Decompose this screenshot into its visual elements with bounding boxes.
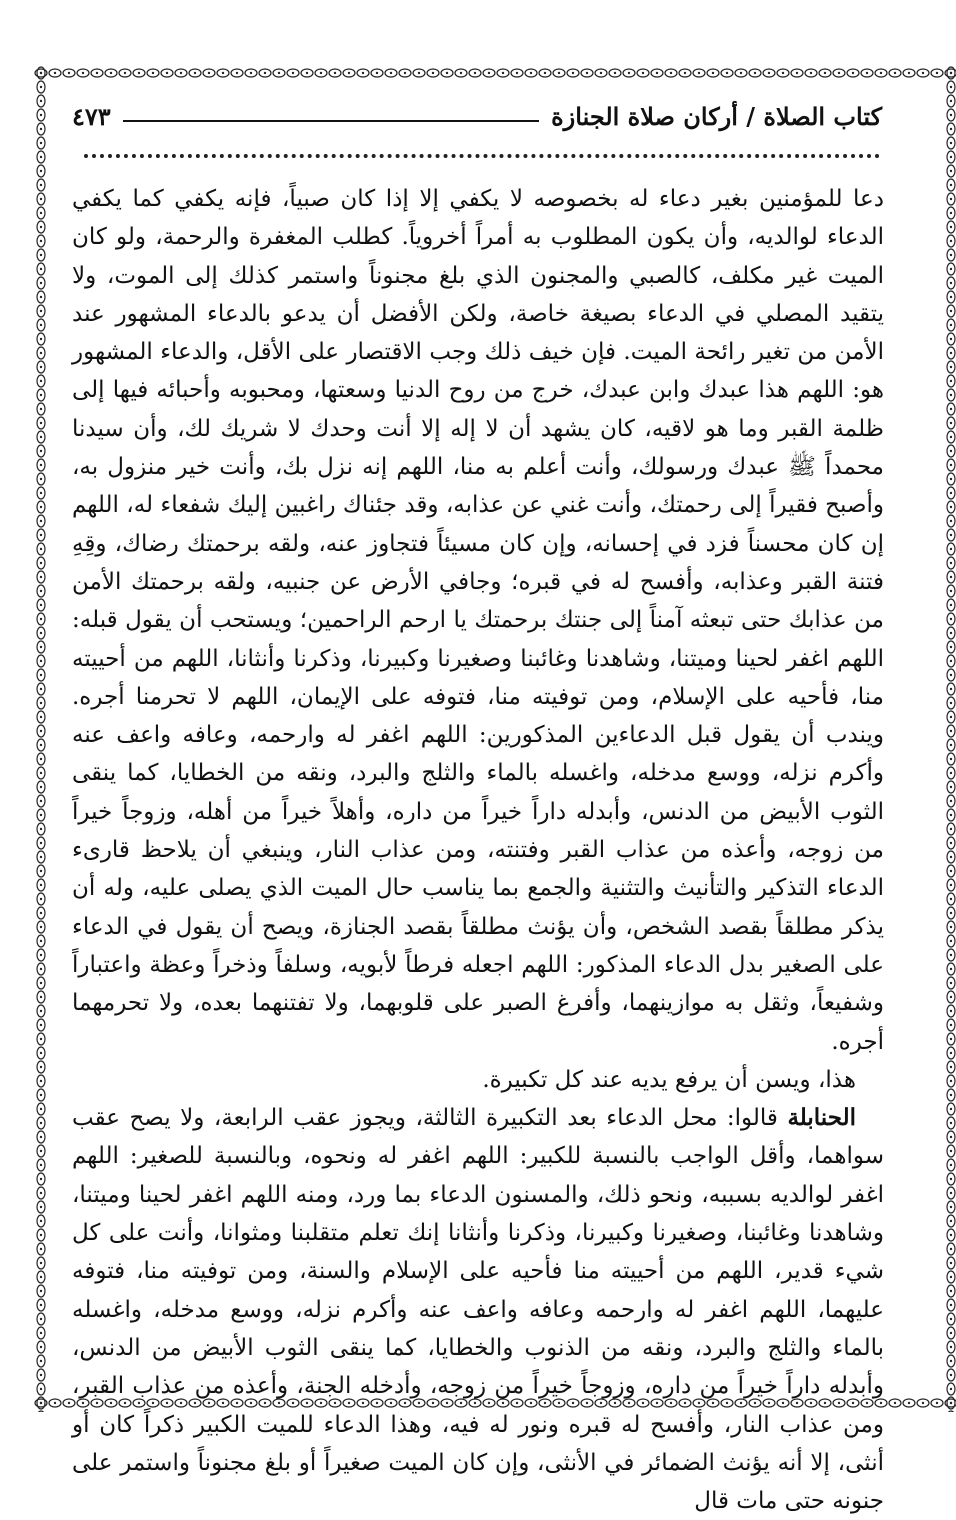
paragraph-2: هذا، ويسن أن يرفع يديه عند كل تكبيرة. — [482, 1066, 856, 1093]
paragraph-3-text: قالوا: محل الدعاء بعد التكبيرة الثالثة، ويجوز عقب الرابعة، ولا يصح عقب سواهما، وأقل الواجب بالنسبة للكبير: اللهم اغفر له ونحوه، وبالنسبة للصغير: اللهم اغفر لوالديه بسببه، ونحو ذلك، والمسنون الدعاء بما ورد، ومنه اللهم اغفر لحينا وميتنا، وشاهدنا وغائبنا، وصغيرنا وكبيرنا، وذكرنا وأنثانا إنك تعلم متقلبنا ومثوانا، وأنت على كل شيء قدير، اللهم من أحييته منا فأحيه على الإسلام والسنة، ومن توفيته منا، فتوفه عليهما، اللهم اغفر له وارحمه وعافه واعف عنه وأكرم نزله، ووسع مدخله، واغسله بالماء والثلج والبرد، ونقه من الذنوب والخطايا، كما ينقى الثوب الأبيض من الدنس، وأبدله داراً خيراً من داره، وزوجاً خيراً من زوجه، وأدخله الجنة، وأعذه من عذاب القبر، ومن عذاب النار، وأفسح له قبره ونور له فيه، وهذا الدعاء للميت الكبير ذكراً كان أو أنثى، إلا أنه يؤنث الضمائر في الأنثى، وإن كان الميت صغيراً أو بلغ مجنوناً واستمر على جنونه حتى مات قال — [72, 1105, 884, 1515]
right-ornament-border — [944, 66, 956, 1412]
top-ornament-border — [34, 66, 956, 80]
dotted-divider — [84, 140, 880, 158]
school-name-hanabila: الحنابلة — [787, 1104, 856, 1132]
running-header — [72, 96, 882, 136]
paragraph-1: دعا للمؤمنين بغير دعاء له بخصوصه لا يكفي إلا إذا كان صبياً، فإنه يكفي كما يكفي الدعاء لوالديه، وأن يكون المطلوب به أمراً أخروياً. كطلب المغفرة والرحمة، ولو كان الميت غير مكلف، كالصبي والمجنون الذي بلغ مجنوناً واستمر كذلك إلى الموت، ولا يتقيد المصلي في الدعاء بصيغة خاصة، ولكن الأفضل أن يدعو بالدعاء المشهور عند الأمن من تغير رائحة الميت. فإن خيف ذلك وجب الاقتصار على الأقل، والدعاء المشهور هو: اللهم هذا عبدك وابن عبدك، خرج من روح الدنيا وسعتها، ومحبوبه وأحبائه فيها إلى ظلمة القبر وما هو لاقيه، كان يشهد أن لا إله إلا أنت وحدك لا شريك لك، وأن سيدنا محمداً ﷺ عبدك ورسولك، وأنت أعلم به منا، اللهم إنه نزل بك، وأنت خير منزول به، وأصبح فقيراً إلى رحمتك، وأنت غني عن عذابه، وقد جئناك راغبين إليك شفعاء له، اللهم إن كان محسناً فزد في إحسانه، وإن كان مسيئاً فتجاوز عنه، ولقه برحمتك رضاك، وقِهِ فتنة القبر وعذابه، وأفسح له في قبره؛ وجافي الأرض عن جنبيه، ولقه برحمتك الأمن من عذابك حتى تبعثه آمناً إلى جنتك برحمتك يا ارحم الراحمين؛ ويستحب أن يقول قبله: اللهم اغفر لحينا وميتنا، وشاهدنا وغائبنا وصغيرنا وكبيرنا، وذكرنا وأنثانا، اللهم من أحييته منا، فأحيه على الإسلام، ومن توفيته منا، فتوفه على الإيمان، اللهم لا تحرمنا أجره. ويندب أن يقول قبل الدعاءين المذكورين: اللهم اغفر له وارحمه، وعافه واعف عنه وأكرم نزله، ووسع مدخله، واغسله بالماء والثلج والبرد، ونقه من الخطايا، كما ينقى الثوب الأبيض من الدنس، وأبدله داراً خيراً من داره، وأهلاً خيراً من أهله، وزوجاً خيراً من زوجه، وأعذه من عذاب القبر وفتنته، ومن عذاب النار، وينبغي أن يلاحظ قارىء الدعاء التذكير والتأنيث والتثنية والجمع بما يناسب حال الميت الذي يصلى عليه، وله أن يذكر مطلقاً بقصد الشخص، وأن يؤنث مطلقاً بقصد الجنازة، ويصح أن يقول في الدعاء على الصغير بدل الدعاء المذكور: اللهم اجعله فرطاً لأبويه، وسلفاً وذخراً وعظة واعتباراً وشفيعاً، وثقل به موازينهما، وأفرغ الصبر على قلوبهما، ولا تفتنهما بعده، ولا تحرمهما أجره. — [72, 186, 884, 1055]
chapter-title: كتاب الصلاة / أركان صلاة الجنازة — [551, 101, 882, 131]
left-ornament-border — [34, 66, 48, 1412]
paragraph-3 — [72, 1099, 884, 1520]
page-number: ٤٧٣ — [72, 101, 111, 131]
header-rule — [123, 120, 539, 122]
body-text — [72, 180, 884, 1520]
